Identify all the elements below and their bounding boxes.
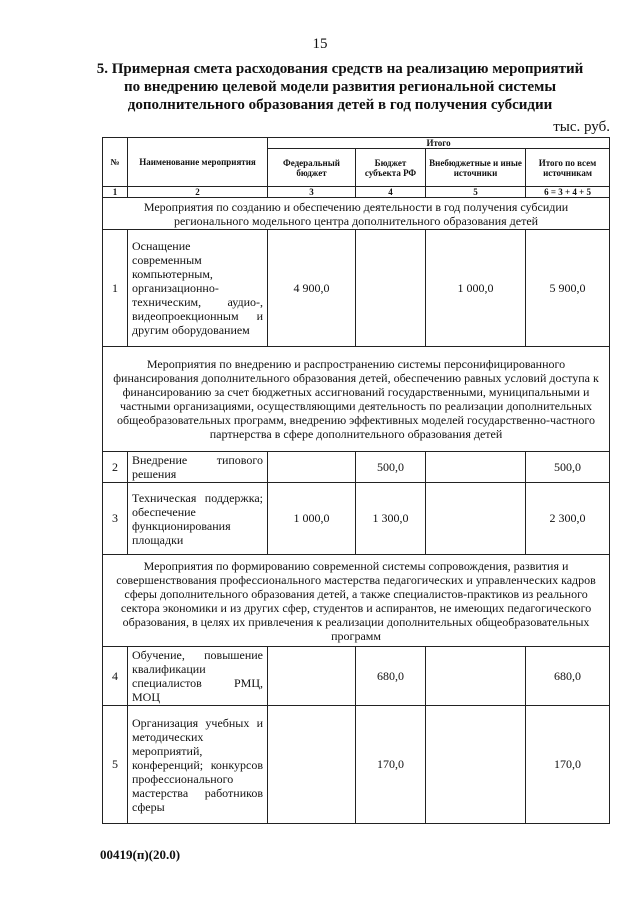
row-extra <box>426 452 526 483</box>
header-federal: Федеральный бюджет <box>268 149 356 187</box>
row-total: 2 300,0 <box>526 483 610 555</box>
col-number: 2 <box>128 187 268 198</box>
row-extra <box>426 483 526 555</box>
row-name: Оснащение современным компьютерным, организационно-техническим, аудио-, видеопроекционным и другим оборудованием <box>128 230 268 347</box>
table-row <box>103 230 610 347</box>
row-regional: 500,0 <box>356 452 426 483</box>
section-title: Мероприятия по внедрению и распространению системы персонифицированного финансирования дополнительного образования детей, обеспечению равных условий доступа к финансированию за счет бюджетных ассигнований государственными, муниципальными и частными организациями, осуществляющими деятельность по реализации дополнительных общеобразовательных программ, внедрению эффективных моделей государственно-частного партнерства в сфере дополнительного образования детей <box>103 347 610 452</box>
row-extra <box>426 706 526 824</box>
row-federal: 4 900,0 <box>268 230 356 347</box>
row-total: 500,0 <box>526 452 610 483</box>
col-number: 1 <box>103 187 128 198</box>
header-name: Наименование мероприятия <box>128 138 268 187</box>
col-number: 4 <box>356 187 426 198</box>
row-name: Внедрение типового решения <box>128 452 268 483</box>
col-number: 6 = 3 + 4 + 5 <box>526 187 610 198</box>
row-name: Организация учебных и методических мероприятий, конференций; конкурсов профессионального мастерства работников сферы <box>128 706 268 824</box>
col-number: 5 <box>426 187 526 198</box>
row-regional: 680,0 <box>356 647 426 706</box>
row-federal <box>268 452 356 483</box>
row-name: Обучение, повышение квалификации специалистов РМЦ, МОЦ <box>128 647 268 706</box>
header-regional: Бюджет субъекта РФ <box>356 149 426 187</box>
row-num: 2 <box>103 452 128 483</box>
row-total: 170,0 <box>526 706 610 824</box>
row-extra: 1 000,0 <box>426 230 526 347</box>
row-num: 3 <box>103 483 128 555</box>
row-extra <box>426 647 526 706</box>
row-num: 4 <box>103 647 128 706</box>
header-total: Итого по всем источникам <box>526 149 610 187</box>
table-row <box>103 452 610 483</box>
page-title: 5. Примерная смета расходования средств на реализацию мероприятий по внедрению целевой модели развития региональной системы дополнительного образования детей в год получения субсидии <box>96 61 584 113</box>
row-regional: 170,0 <box>356 706 426 824</box>
document-code: 00419(п)(20.0) <box>100 847 181 862</box>
row-num: 5 <box>103 706 128 824</box>
section-title: Мероприятия по созданию и обеспечению деятельности в год получения субсидии регионального модельного центра дополнительного образования детей <box>103 198 610 230</box>
table-row <box>103 706 610 824</box>
row-federal <box>268 706 356 824</box>
units-label: тыс. руб. <box>553 119 610 135</box>
section-title: Мероприятия по формированию современной системы сопровождения, развития и совершенствования профессионального мастерства педагогических и управленческих кадров сферы дополнительного образования детей, а также специалистов-практиков из реального сектора экономики и из других сфер, студентов и аспирантов, не имеющих педагогического образования, в целях их привлечения к реализации дополнительных общеобразовательных программ <box>103 555 610 647</box>
row-total: 5 900,0 <box>526 230 610 347</box>
table-row <box>103 483 610 555</box>
row-federal <box>268 647 356 706</box>
table-row <box>103 647 610 706</box>
budget-table <box>102 137 610 824</box>
row-regional <box>356 230 426 347</box>
col-number: 3 <box>268 187 356 198</box>
row-num: 1 <box>103 230 128 347</box>
header-total-group: Итого <box>268 138 610 149</box>
row-federal: 1 000,0 <box>268 483 356 555</box>
header-extra: Внебюджетные и иные источники <box>426 149 526 187</box>
row-name: Техническая поддержка; обеспечение функционирования площадки <box>128 483 268 555</box>
row-total: 680,0 <box>526 647 610 706</box>
row-regional: 1 300,0 <box>356 483 426 555</box>
page-number: 15 <box>312 36 328 52</box>
header-num: № <box>103 138 128 187</box>
